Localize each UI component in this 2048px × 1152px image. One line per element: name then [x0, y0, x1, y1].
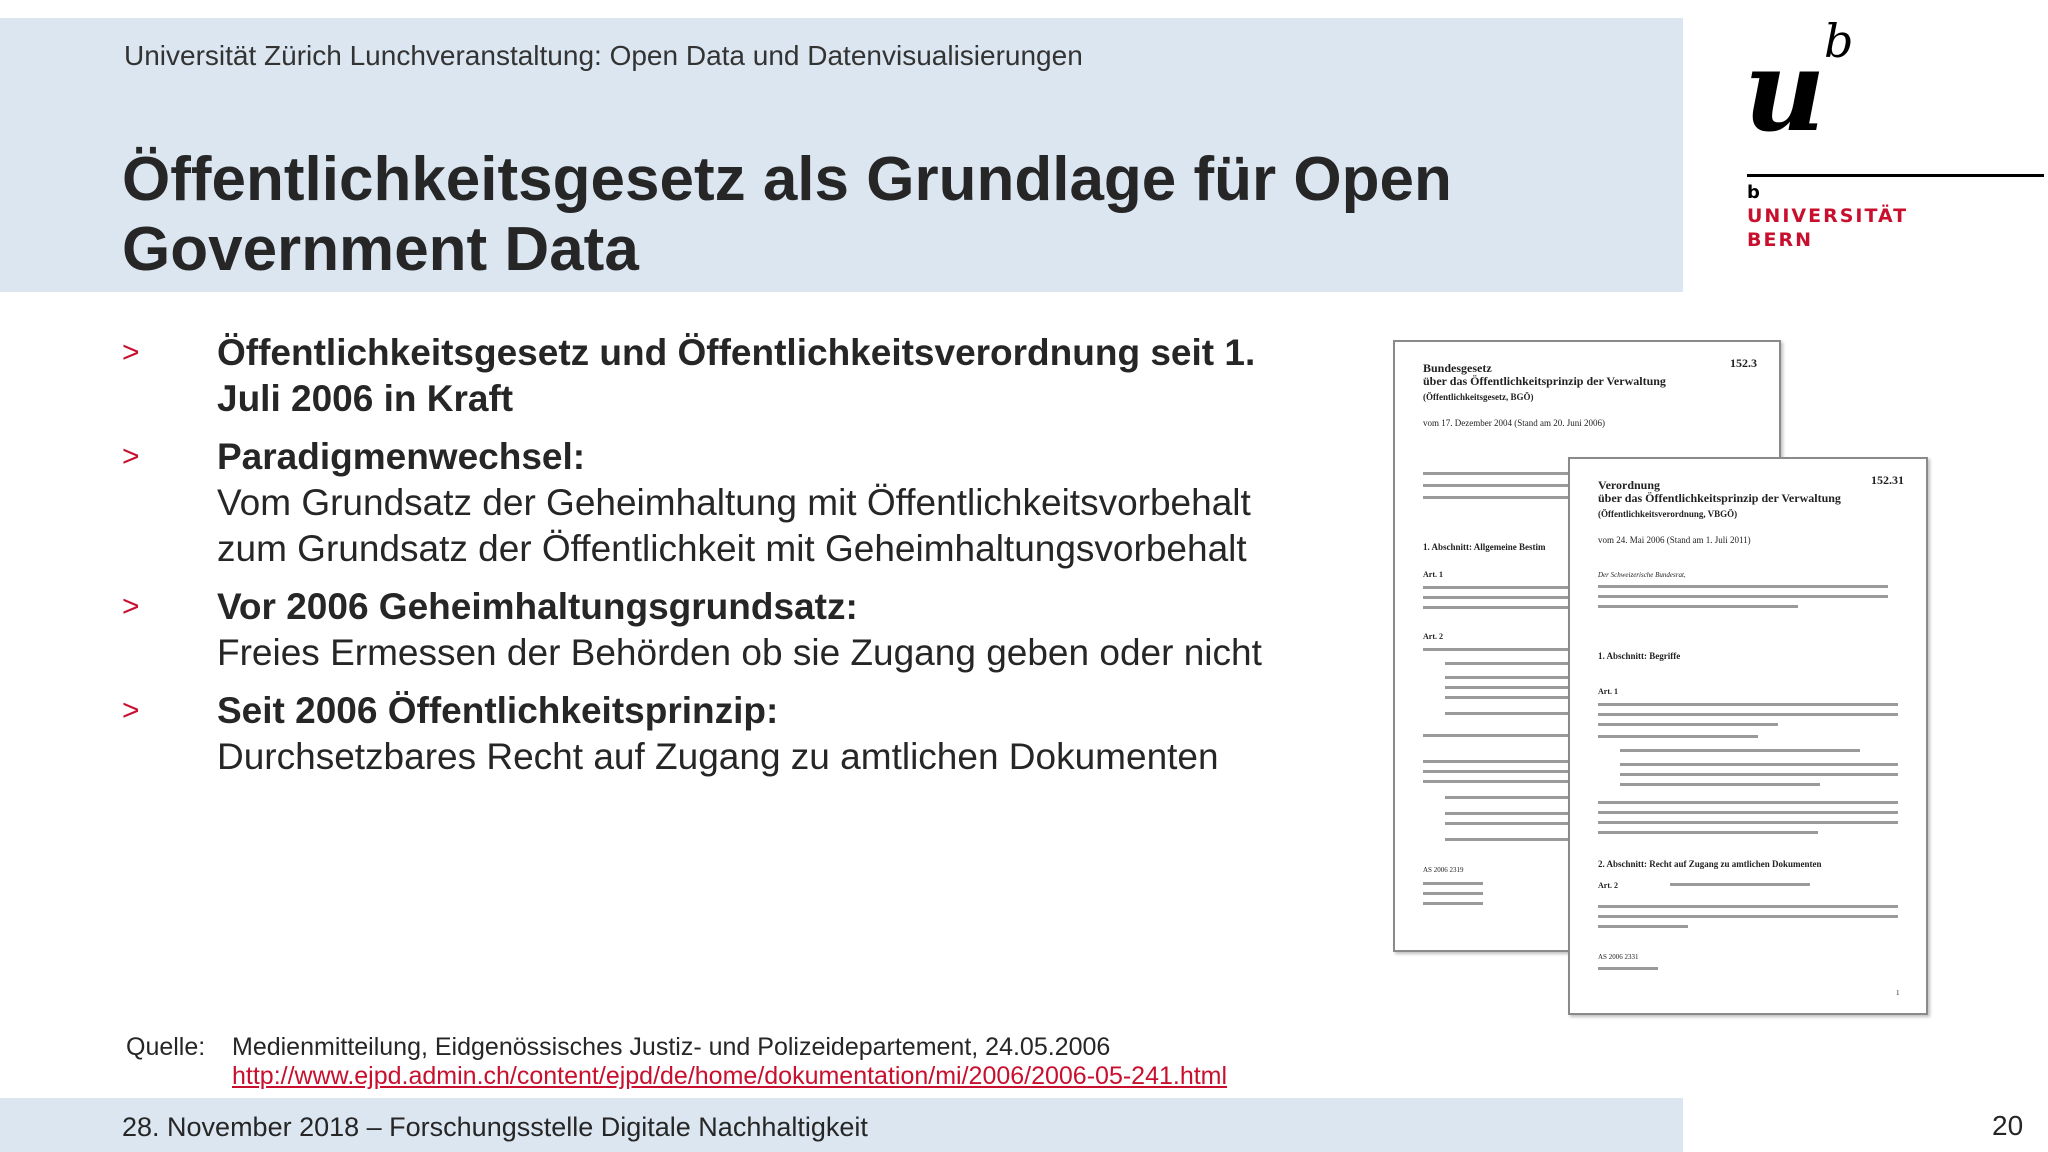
ordinance-sr-number: 152.31 [1871, 473, 1904, 487]
text-line [1423, 496, 1573, 499]
text-line [1598, 713, 1898, 716]
text-line [1598, 585, 1888, 588]
bullet-heading: Paradigmenwechsel: [217, 436, 586, 477]
bullet-item [0, 688, 1280, 780]
university-bern-logo [1744, 14, 2044, 254]
text-line [1598, 605, 1798, 608]
text-line [1598, 915, 1898, 918]
source-text: Medienmitteilung, Eidgenössisches Justiz- und Polizeidepartement, 24.05.2006 [232, 1033, 1111, 1061]
bullet-marker: > [122, 590, 140, 623]
logo-wordmark [1747, 204, 1908, 252]
text-line [1445, 812, 1573, 815]
text-line [1598, 905, 1898, 908]
bullet-body: Freies Ermessen der Behörden ob sie Zugang geben oder nicht [217, 632, 1262, 673]
text-line [1620, 749, 1860, 752]
ordinance-section-heading: 1. Abschnitt: Begriffe [1598, 651, 1681, 661]
logo-line-bern: BERN [1747, 229, 1813, 251]
ordinance-title-line: über das Öffentlichkeitsprinzip der Verwaltung [1598, 491, 1841, 505]
ordinance-page-number: 1 [1896, 989, 1900, 997]
ordinance-title-line: Verordnung [1598, 478, 1661, 492]
bullet-body: Durchsetzbares Recht auf Zugang zu amtlichen Dokumenten [217, 736, 1219, 777]
text-line [1445, 712, 1573, 715]
text-line [1445, 696, 1573, 699]
text-line [1423, 606, 1573, 609]
ordinance-title [1598, 479, 1841, 505]
text-line [1598, 811, 1898, 814]
logo-small-b: b [1747, 182, 1760, 203]
text-line [1423, 760, 1573, 763]
bullet-marker: > [122, 694, 140, 727]
law-document-scans [1393, 340, 1938, 1020]
text-line [1423, 648, 1573, 651]
text-line [1423, 902, 1483, 905]
ordinance-date: vom 24. Mai 2006 (Stand am 1. Juli 2011) [1598, 535, 1751, 545]
ordinance-footnote-ref: AS 2006 2331 [1598, 953, 1639, 961]
logo-rule [1747, 174, 2044, 177]
text-line [1620, 763, 1898, 766]
source-link[interactable]: http://www.ejpd.admin.ch/content/ejpd/de/home/dokumentation/mi/2006/2006-05-241.html [232, 1062, 1228, 1090]
law-title [1423, 362, 1666, 388]
text-line [1445, 686, 1573, 689]
text-line [1445, 822, 1573, 825]
text-line [1423, 882, 1483, 885]
law-section-heading: 1. Abschnitt: Allgemeine Bestim [1423, 542, 1546, 552]
text-line [1598, 801, 1898, 804]
logo-u-letter: u [1744, 26, 1826, 157]
text-line [1598, 831, 1818, 834]
text-line [1598, 925, 1688, 928]
bullet-item [0, 330, 1280, 422]
text-line [1598, 703, 1898, 706]
text-line [1423, 770, 1573, 773]
text-line [1620, 773, 1898, 776]
text-line [1445, 838, 1573, 841]
law-short-title: (Öffentlichkeitsgesetz, BGÖ) [1423, 392, 1534, 402]
text-line [1423, 484, 1573, 487]
bullet-heading: Seit 2006 Öffentlichkeitsprinzip: [217, 690, 779, 731]
ordinance-short-title: (Öffentlichkeitsverordnung, VBGÖ) [1598, 509, 1738, 519]
law-title-line: über das Öffentlichkeitsprinzip der Verwaltung [1423, 374, 1666, 388]
law-article: Art. 2 [1423, 632, 1443, 641]
text-line [1598, 723, 1778, 726]
law-footnote-ref: AS 2006 2319 [1423, 866, 1464, 874]
logo-line-universitaet: UNIVERSITÄT [1747, 205, 1909, 227]
text-line [1598, 967, 1658, 970]
bullet-list [0, 330, 1280, 792]
event-title: Universität Zürich Lunchveranstaltung: Open Data und Datenvisualisierungen [124, 40, 1083, 71]
law-date: vom 17. Dezember 2004 (Stand am 20. Juni 2006) [1423, 418, 1605, 428]
ordinance-document [1568, 457, 1928, 1015]
text-line [1423, 596, 1573, 599]
bullet-item [0, 584, 1280, 676]
bullet-item [0, 434, 1280, 572]
ordinance-intro: Der Schweizerische Bundesrat, [1598, 571, 1686, 579]
text-line [1598, 595, 1888, 598]
bullet-body: Vom Grundsatz der Geheimhaltung mit Öffentlichkeitsvorbehalt zum Grundsatz der Öffentlichkeit mit Geheimhaltungsvorbehalt [217, 482, 1251, 569]
text-line [1598, 821, 1898, 824]
source-label: Quelle: [126, 1033, 206, 1061]
bullet-marker: > [122, 336, 140, 369]
bullet-heading: Öffentlichkeitsgesetz und Öffentlichkeitsverordnung seit 1. Juli 2006 in Kraft [217, 332, 1256, 419]
bullet-heading: Vor 2006 Geheimhaltungsgrundsatz: [217, 586, 858, 627]
text-line [1423, 780, 1573, 783]
text-line [1423, 734, 1573, 737]
text-line [1620, 783, 1820, 786]
bullet-marker: > [122, 440, 140, 473]
text-line [1445, 662, 1573, 665]
law-sr-number: 152.3 [1730, 356, 1757, 370]
text-line [1445, 676, 1573, 679]
text-line [1445, 796, 1573, 799]
text-line [1423, 892, 1483, 895]
ordinance-section-heading: 2. Abschnitt: Recht auf Zugang zu amtlichen Dokumenten [1598, 859, 1822, 869]
slide-title: Öffentlichkeitsgesetz als Grundlage für Open Government Data [122, 145, 1452, 284]
page-number: 20 [1992, 1110, 2024, 1141]
text-line [1670, 883, 1810, 886]
law-title-line: Bundesgesetz [1423, 361, 1492, 375]
footer-text: 28. November 2018 – Forschungsstelle Digitale Nachhaltigkeit [122, 1112, 868, 1142]
ordinance-article: Art. 2 [1598, 881, 1618, 890]
logo-b-superscript: b [1824, 14, 1854, 68]
text-line [1423, 472, 1573, 475]
text-line [1598, 735, 1758, 738]
ordinance-article: Art. 1 [1598, 687, 1618, 696]
text-line [1423, 586, 1573, 589]
law-article: Art. 1 [1423, 570, 1443, 579]
